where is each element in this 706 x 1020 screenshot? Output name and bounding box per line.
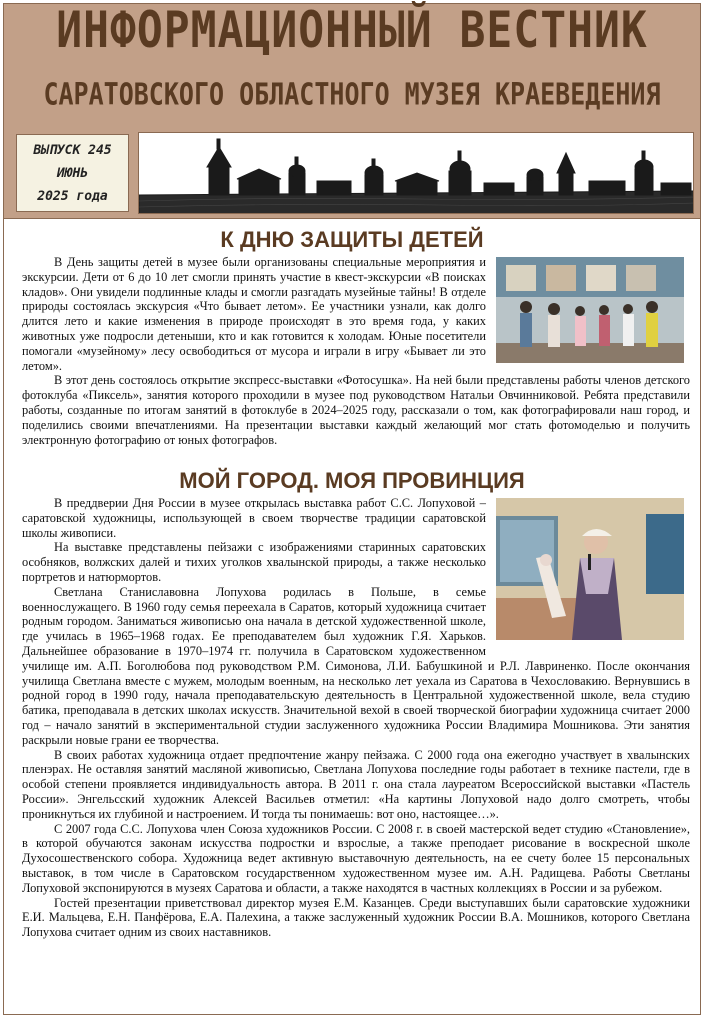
section-heading: К ДНЮ ЗАЩИТЫ ДЕТЕЙ: [220, 227, 484, 252]
paragraph: На выставке представлены пейзажи с изображениями старинных саратовских особняков, волжских далей и тихих уголков хвалынской природы, а также несколько портретов и натюрмортов.: [22, 540, 486, 584]
paragraph: В День защиты детей в музее были организованы специальные мероприятия и экскурсии. Дети от 6 до 10 лет смогли принять участие в квест-экскурсии «В поисках кладов». Они увидели подлинные клады и смогли разгадать музейные тайны! В отделе природы состоялась экскурсия «Что бывает летом». Ее участники узнали, как долго длится лето и какие изменения в природе происходят в это время года, у каких животных уже подросли детеныши, кто и как готовится к холодам. Юные посетители помогали «музейному» лесу освободиться от мусора и играли в игру «Бывает ли это летом».: [22, 255, 486, 373]
paragraph: Светлана Станиславовна Лопухова родилась в Польше, в семье военнослужащего. В 1960 году семья переехала в Саратов, который художница считает родным городом. Заниматься живописью она начала в детской художественной школе, где училась в 1965–1968 годах. Ее преподавателем был художник Г.Я. Харьков. Дальнейшее образование в 1970–1974 гг. получила в Саратовском художественном училище им. А.П. Боголюбова под руководством Р.М. Симонова, Л.И. Бабушкиной и Р.Л. Лавриненко. После окончания училища Светлана вместе с мужем, молодым военным, на несколько лет уехала из Саратова в Чехословакию. Вернувшись в родной город в 1990 году, начала преподавательскую деятельность в Центральной художественной школе, вела студию батика, преподавала в детских школах искусств. Значительной вехой в своей творческой биографии художница считает 2000 год – начало занятий в экспериментальной студии заслуженного художника России Владимира Мошникова. Эти занятия раскрыли новые грани ее творчества.: [22, 584, 690, 747]
newsletter-subtitle: САРАТОВСКОГО ОБЛАСТНОГО МУЗЕЯ КРАЕВЕДЕНИЯ: [43, 77, 661, 112]
children-group-photo: [496, 257, 684, 363]
newsletter-title: ИНФОРМАЦИОННЫЙ ВЕСТНИК: [56, 2, 648, 60]
paragraph: В этот день состоялось открытие экспресс-выставки «Фотосушка». На ней были представлены работы членов детского фотоклуба «Пиксель», занятия которого проходили в музее под руководством Натальи Овчинниковой. Ребята представили работы, созданные по итогам занятий в фотоклубе в 2024–2025 году, рассказали о том, как фотографировали наш город, и поделились своими впечатлениями. На презентации выставки каждый желающий мог стать фотомоделью и получить электронную фотографию от юных фотографов.: [22, 373, 690, 447]
section-my-city: [4, 466, 700, 940]
issue-month: ИЮНЬ: [56, 166, 89, 181]
section-children-day: [4, 225, 700, 447]
issue-info-box: [16, 134, 129, 212]
skyline-drawing: [139, 133, 694, 214]
issue-year: 2025 года: [37, 189, 108, 204]
paragraph: В преддверии Дня России в музее открылась выставка работ С.С. Лопуховой – саратовской художницы, использующей в своем творчестве традиции саратовской школы живописи.: [22, 496, 486, 540]
paragraph: В своих работах художница отдает предпочтение жанру пейзажа. С 2000 года она ежегодно участвует в хвалынских пленэрах. Не оставляя занятий масляной живописью, Светлана Лопухова последние годы работает в технике пастели, где в особой степени проявляется индивидуальность автора. В 2011 г. она стала лауреатом Всероссийской выставки «Пастель России». Энгельсский художник Алексей Васильев отметил: «На картины Лопуховой надо долго смотреть, чтобы проникнуться их глубиной и настроением. И тогда ты понимаешь: вот оно, настоящее…».: [22, 747, 690, 821]
masthead: [4, 4, 700, 219]
paragraph: С 2007 года С.С. Лопухова член Союза художников России. С 2008 г. в своей мастерской ведет студию «Становление», в которой обучаются законам искусства подростки и взрослые, а также преподает рисование в воскресной школе Духосошественского собора. Художница ведет активную выставочную деятельность, на ее счету более 15 персональных выставок, в том числе в Саратовском государственном художественном музее им. А.Н. Радищева. Работы Светланы Лопуховой экспонируются в музеях Саратова и области, а также находятся в частных коллекциях в России и за рубежом.: [22, 821, 690, 895]
city-skyline-engraving: [138, 132, 694, 214]
artist-speaking-photo: [496, 498, 684, 640]
paragraph: Гостей презентации приветствовал директор музея Е.М. Казанцев. Среди выступавших были саратовские художники Е.И. Мальцева, Е.Н. Панфёрова, Е.А. Палехина, а также заслуженный художник России В.А. Мошников, которого Светлана Лопухова считает одним из своих наставников.: [22, 895, 690, 940]
section-body: [4, 255, 700, 447]
section-heading: МОЙ ГОРОД. МОЯ ПРОВИНЦИЯ: [179, 468, 525, 493]
issue-number: ВЫПУСК 245: [33, 143, 112, 158]
newsletter-page: [3, 3, 701, 1015]
section-body: [4, 496, 700, 940]
